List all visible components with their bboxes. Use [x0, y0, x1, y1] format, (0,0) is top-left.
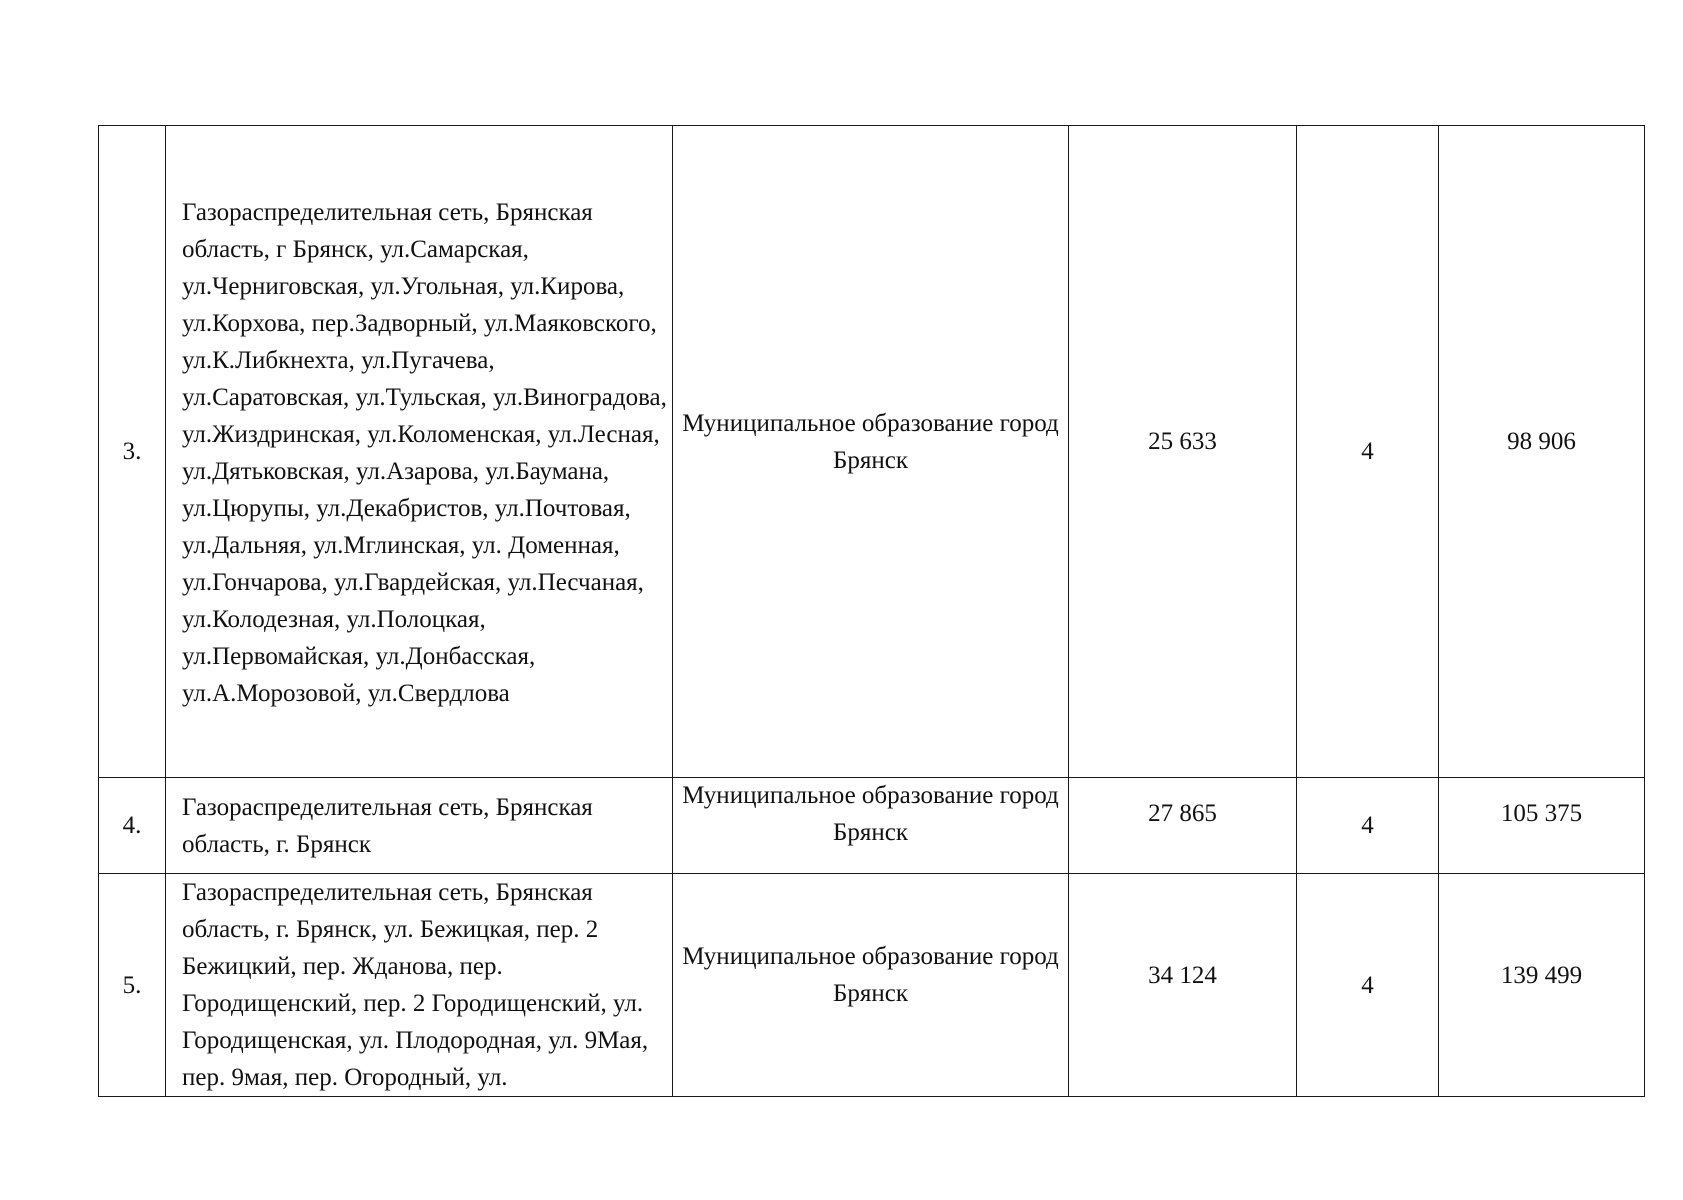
value-cell	[1069, 778, 1297, 874]
network-total: 98 906	[1507, 428, 1576, 455]
network-total: 105 375	[1500, 800, 1583, 827]
row-number-cell	[99, 778, 166, 874]
table-row	[99, 874, 1645, 1097]
network-description: Газораспределительная сеть, Брянская область, г. Брянск, ул. Бежицкая, пер. 2 Бежицкий, пер. Жданова, пер. Городищенский, пер. 2 Городищенский, ул. Городищенская, ул. Плодородная, ул. 9Мая, пер. 9мая, пер. Огородный, ул.	[182, 879, 649, 1091]
owner-name: Муниципальное образование город Брянск	[682, 409, 1059, 474]
owner-cell	[673, 874, 1069, 1097]
owner-name: Муниципальное образование город Брянск	[682, 943, 1059, 1007]
description-cell	[166, 778, 673, 874]
row-number-cell	[99, 874, 166, 1097]
value-cell	[1069, 874, 1297, 1097]
owner-cell	[673, 126, 1069, 778]
network-count: 4	[1361, 971, 1374, 999]
network-count: 4	[1361, 812, 1374, 839]
description-cell	[166, 874, 673, 1097]
total-cell	[1439, 126, 1645, 778]
network-value: 34 124	[1148, 961, 1217, 989]
table-row	[99, 778, 1645, 874]
network-description: Газораспределительная сеть, Брянская область, г Брянск, ул.Самарская, ул.Черниговская, ул.Угольная, ул.Кирова, ул.Корхова, пер.Задворный, ул.Маяковского, ул.К.Либкнехта, ул.Пугачева, ул.Саратовская, ул.Тульская, ул.Виноградова, ул.Жиздринская, ул.Коломенская, ул.Лесная, ул.Дятьковская, ул.Азарова, ул.Баумана, ул.Цюрупы, ул.Декабристов, ул.Почтовая, ул.Дальняя, ул.Мглинская, ул. Доменная, ул.Гончарова, ул.Гвардейская, ул.Песчаная, ул.Колодезная, ул.Полоцкая, ул.Первомайская, ул.Донбасская, ул.А.Морозовой, ул.Свердлова	[182, 198, 667, 707]
total-cell	[1439, 778, 1645, 874]
row-number: 3.	[122, 438, 142, 465]
table-row	[99, 126, 1645, 778]
total-cell	[1439, 874, 1645, 1097]
count-cell	[1297, 778, 1439, 874]
network-total: 139 499	[1500, 961, 1583, 989]
network-value: 25 633	[1148, 428, 1217, 455]
owner-name: Муниципальное образование город Брянск	[682, 781, 1059, 846]
gas-network-table	[98, 125, 1645, 1097]
network-description: Газораспределительная сеть, Брянская область, г. Брянск	[182, 793, 593, 858]
network-value: 27 865	[1148, 800, 1217, 827]
owner-cell	[673, 778, 1069, 874]
row-number-cell	[99, 126, 166, 778]
count-cell	[1297, 874, 1439, 1097]
row-number: 4.	[122, 812, 142, 839]
description-cell	[166, 126, 673, 778]
value-cell	[1069, 126, 1297, 778]
count-cell	[1297, 126, 1439, 778]
row-number: 5.	[122, 971, 142, 999]
network-count: 4	[1361, 438, 1374, 465]
